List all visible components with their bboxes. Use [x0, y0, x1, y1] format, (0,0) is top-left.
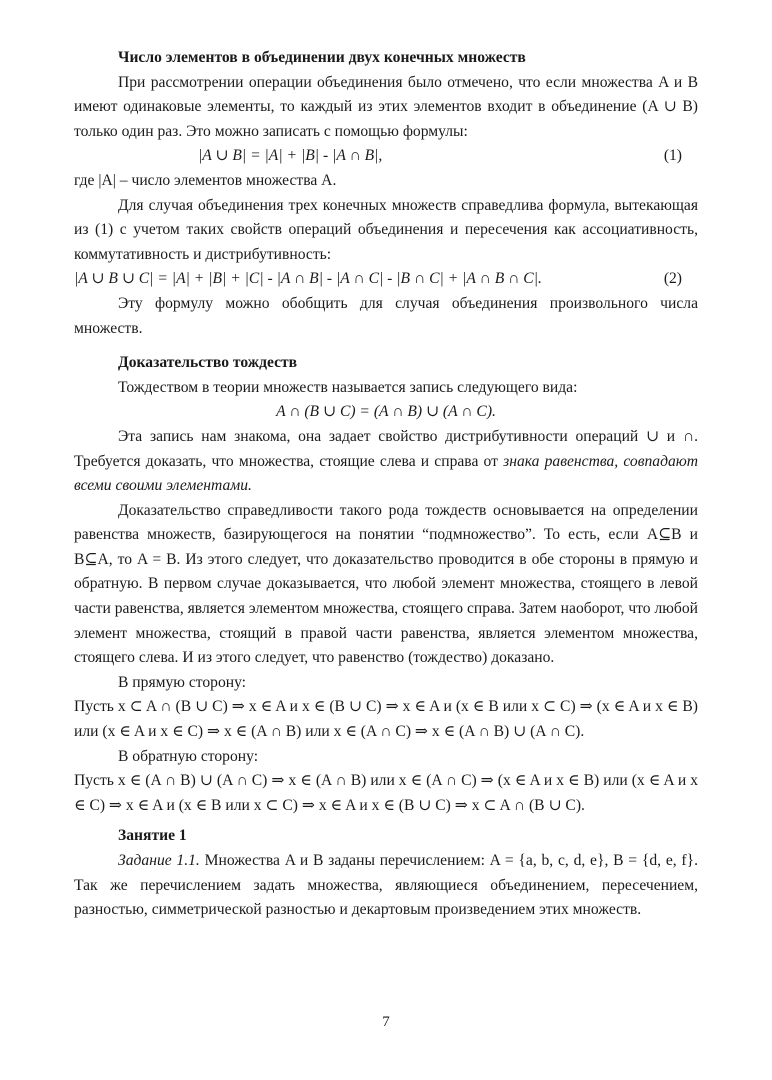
paragraph-distributivity-italic: знака равенства, совпадают всеми своими элементами.	[74, 452, 699, 495]
section-heading-identities: Доказательство тождеств	[118, 354, 298, 372]
formula-1	[74, 144, 698, 169]
formula-2-expression: |A ∪ B ∪ C| = |A| + |B| + |C| - |A ∩ B| - |A ∩ C| - |B ∩ C| + |A ∩ B ∩ C|.	[74, 270, 542, 288]
direct-proof: Пусть x ⊂ A ∩ (B ∪ C) ⇒ x ∈ A и x ∈ (B ∪ C) ⇒ x ∈ A и (x ∈ B или x ⊂ C) ⇒ (x ∈ A и x ∈ B) или (x ∈ A и x ∈ C) ⇒ x ∈ (A ∩ B) или x ∈ (A ∩ C) ⇒ x ∈ (A ∩ B) ∪ (A ∩ C).	[74, 698, 698, 741]
paragraph-three-sets: Для случая объединения трех конечных множеств справедлива формула, вытекающая из (1) с учетом таких свойств операций объединения и пересечения как ассоциативность, коммутативность и дистрибутивность:	[74, 196, 698, 263]
formula-2	[74, 267, 698, 292]
formula-1-number: (1)	[663, 147, 682, 165]
paragraph-distributivity-text: Эта запись нам знакома, она задает свойство дистрибутивности операций ∪ и ∩. Требуется доказать, что множества, стоящие слева и справа от	[74, 427, 698, 470]
reverse-proof-label: В обратную сторону:	[118, 747, 259, 765]
direct-proof-label: В прямую сторону:	[118, 673, 247, 691]
task-1-1	[74, 849, 698, 923]
identity-formula: A ∩ (B ∪ C) = (A ∩ B) ∪ (A ∩ C).	[276, 403, 496, 421]
paragraph-proof-method: Доказательство справедливости такого рода тождеств основывается на определении равенства множеств, базирующегося на понятии “подмножество”. То есть, если A⊆B и B⊆A, то A = B. Из этого следует, что доказательство проводится в обе стороны в прямую и обратную. В первом случае доказывается, что любой элемент множества, стоящего в левой части равенства, является элементом множества, стоящего справа. Затем наоборот, что любой элемент множества, стоящий в правой части равенства, является элементом множества, стоящего слева. И из этого следует, что равенство (тождество) доказано.	[74, 501, 698, 667]
formula-2-number: (2)	[663, 270, 682, 288]
paragraph-identity-def: Тождеством в теории множеств называется запись следующего вида:	[118, 378, 578, 396]
formula-1-expression: |A ∪ B| = |A| + |B| - |A ∩ B|,	[198, 147, 383, 165]
section-heading-lesson-1: Занятие 1	[118, 827, 187, 845]
reverse-proof: Пусть x ∈ (A ∩ B) ∪ (A ∩ C) ⇒ x ∈ (A ∩ B) или x ∈ (A ∩ C) ⇒ (x ∈ A и x ∈ B) или (x ∈ A и x ∈ C) ⇒ x ∈ A и (x ∈ B или x ⊂ C) ⇒ x ∈ A и x ∈ (B ∪ C) ⇒ x ⊂ A ∩ (B ∪ C).	[74, 772, 698, 814]
document-page	[74, 46, 698, 923]
task-1-1-label: Задание 1.1.	[118, 852, 200, 869]
page-number: 7	[382, 1014, 390, 1030]
paragraph-distributivity	[74, 425, 698, 499]
section-heading-union-count: Число элементов в объединении двух конечных множеств	[118, 49, 526, 66]
paragraph-where: где |A| – число элементов множества A.	[74, 171, 337, 189]
paragraph-generalize: Эту формулу можно обобщить для случая объединения произвольного числа множеств.	[74, 294, 698, 337]
paragraph-union-intro: При рассмотрении операции объединения было отмечено, что если множества A и B имеют одинаковые элементы, то каждый из этих элементов входит в объединение (A ∪ B) только один раз. Это можно записать с помощью формулы:	[74, 73, 698, 140]
task-1-1-text: Множества A и B заданы перечислением: A = {a, b, c, d, e}, B = {d, e, f}. Так же перечислением задать множества, являющиеся объединением, пересечением, разностью, симметрической разностью и декартовым произведением этих множеств.	[74, 852, 698, 919]
